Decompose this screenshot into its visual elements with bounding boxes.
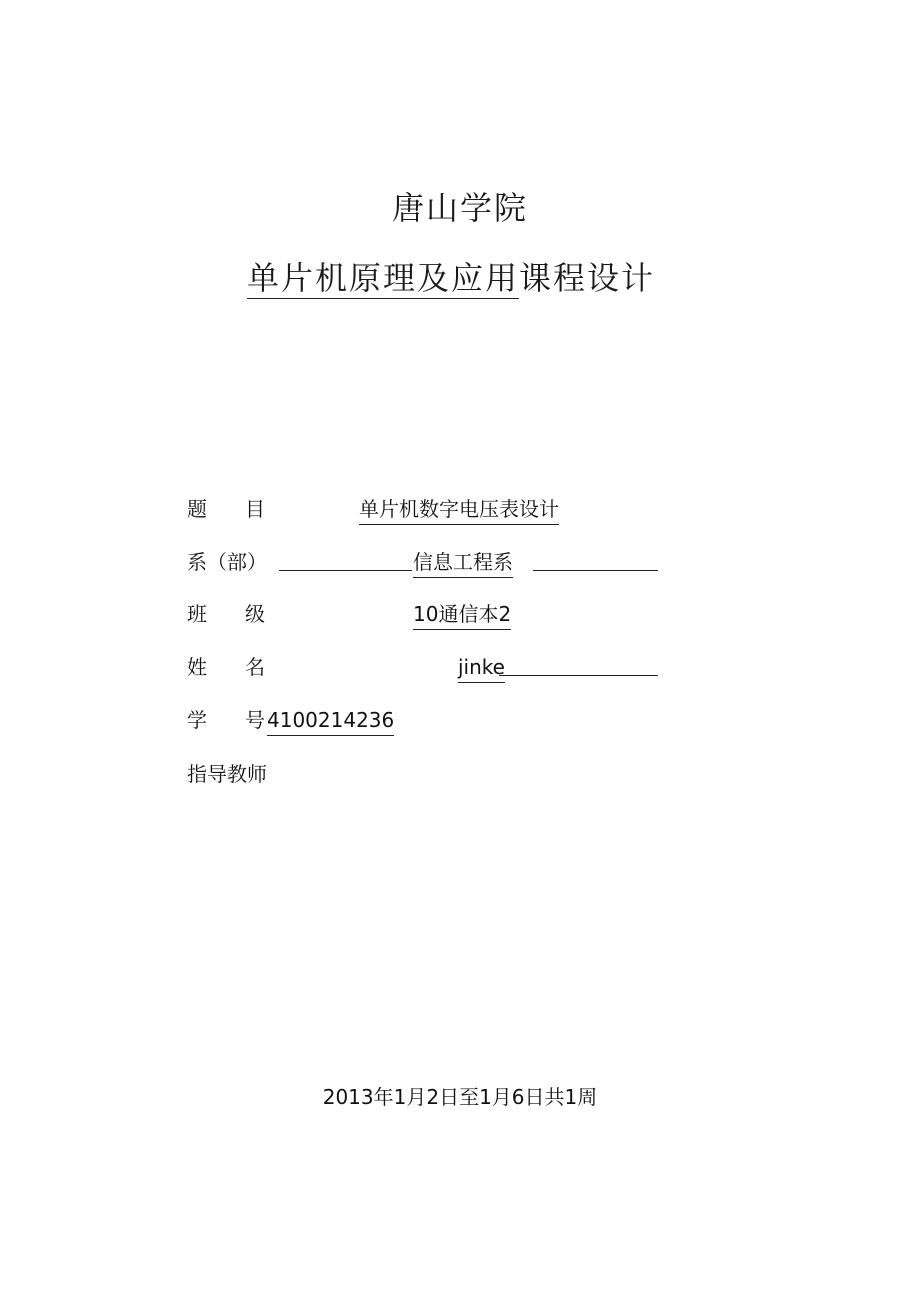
department-blank-right [533, 570, 658, 571]
topic-label-2: 目 [245, 497, 265, 521]
school-title: 唐山学院 [391, 189, 528, 227]
class-row [187, 599, 587, 629]
name-label-1: 姓 [187, 655, 207, 679]
department-row [187, 547, 667, 577]
department-blank-left [279, 570, 412, 571]
department-value: 信息工程系 [413, 547, 513, 578]
department-label: 系（部） [187, 550, 267, 574]
student-id-value: 4100214236 [267, 705, 394, 736]
name-value: jinke [458, 652, 505, 683]
class-label-2: 级 [245, 602, 265, 626]
date-range: 2013年1月2日至1月6日共1周 [322, 1085, 598, 1109]
topic-label-1: 题 [187, 497, 207, 521]
student-id-label-1: 学 [187, 708, 207, 732]
name-row [187, 652, 667, 682]
class-label-1: 班 [187, 602, 207, 626]
topic-row [187, 494, 687, 524]
advisor-label: 指导教师 [187, 762, 267, 786]
student-id-label-2: 号 [245, 708, 265, 732]
name-label-2: 名 [245, 655, 265, 679]
course-title [247, 253, 655, 299]
course-title-rest: 课程设计 [519, 259, 656, 297]
advisor-row [187, 759, 387, 789]
student-id-row [187, 705, 487, 735]
name-blank [499, 675, 658, 676]
class-value: 10通信本2 [413, 599, 511, 630]
course-title-underlined: 单片机原理及应用 [247, 259, 520, 297]
topic-value: 单片机数字电压表设计 [359, 494, 559, 525]
